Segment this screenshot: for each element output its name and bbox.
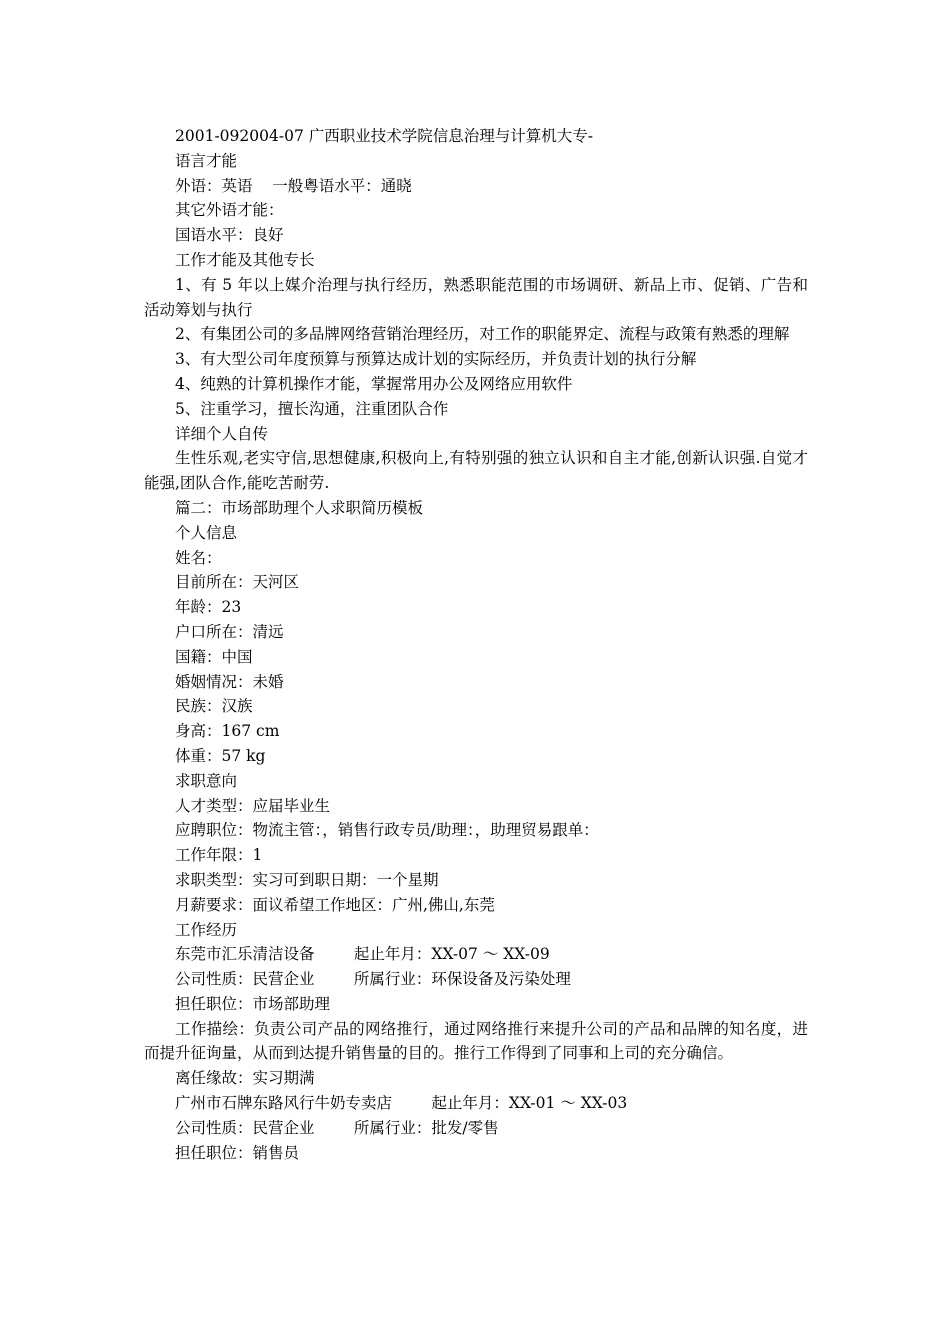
name-line: 姓名： [175, 548, 222, 567]
section-heading-personal-info: 个人信息 [175, 523, 238, 542]
skill-item-1: 1、有 5 年以上媒介治理与执行经历，熟悉职能范围的市场调研、新品上市、促销、广告和活动筹划与执行 [144, 275, 808, 319]
section-heading-skills: 工作才能及其他专长 [175, 250, 315, 269]
work-years-line: 工作年限：1 [175, 846, 263, 865]
location-line: 目前所在：天河区 [175, 573, 300, 592]
job-2-nature-line: 公司性质：民营企业 所属行业：批发/零售 [175, 1118, 499, 1137]
job-1-description: 工作描绘：负责公司产品的网络推行，通过网络推行来提升公司的产品和品牌的知名度，进而提升征询量，从而到达提升销售量的目的。推行工作得到了同事和上司的充分确信。 [144, 1019, 808, 1063]
skill-item-2: 2、有集团公司的多品牌网络营销治理经历，对工作的职能界定、流程与政策有熟悉的理解 [175, 325, 790, 344]
talent-type-line: 人才类型：应届毕业生 [175, 796, 331, 815]
education-line: 2001-092004-07 广西职业技术学院信息治理与计算机大专- [175, 127, 593, 145]
job-2-position-line: 担任职位：销售员 [175, 1143, 300, 1162]
nationality-line: 国籍：中国 [175, 647, 253, 666]
weight-line: 体重：57 kg [175, 746, 266, 765]
marital-line: 婚姻情况：未婚 [175, 672, 284, 691]
other-language-line: 其它外语才能： [175, 201, 284, 220]
article-two-title: 篇二：市场部助理个人求职简历模板 [175, 498, 424, 517]
job-1-company-line: 东莞市汇乐清洁设备 起止年月：XX-07 ～ XX-09 [175, 945, 550, 964]
section-heading-job-intention: 求职意向 [175, 771, 238, 790]
hukou-line: 户口所在：清远 [175, 622, 284, 641]
job-1-leave-reason: 离任缘故：实习期满 [175, 1069, 315, 1088]
document-body [144, 124, 808, 1165]
height-line: 身高：167 cm [175, 722, 280, 741]
foreign-language-line: 外语：英语 一般粤语水平：通晓 [175, 176, 412, 195]
section-heading-self-intro: 详细个人自传 [175, 424, 269, 443]
position-applied-line: 应聘职位：物流主管：，销售行政专员/助理：，助理贸易跟单： [175, 821, 599, 840]
section-heading-language: 语言才能 [175, 151, 238, 170]
age-line: 年龄：23 [175, 598, 242, 617]
self-intro-text: 生性乐观,老实守信,思想健康,积极向上,有特别强的独立认识和自主才能,创新认识强.自觉才能强,团队合作,能吃苦耐劳. [144, 449, 808, 493]
ethnicity-line: 民族：汉族 [175, 697, 253, 716]
job-1-position-line: 担任职位：市场部助理 [175, 994, 331, 1013]
skill-item-3: 3、有大型公司年度预算与预算达成计划的实际经历，并负责计划的执行分解 [175, 350, 697, 369]
section-heading-work-experience: 工作经历 [175, 920, 238, 939]
salary-line: 月薪要求：面议希望工作地区：广州,佛山,东莞 [175, 895, 495, 914]
skill-item-5: 5、注重学习，擅长沟通，注重团队合作 [175, 399, 449, 418]
job-2-company-line: 广州市石牌东路风行牛奶专卖店 起止年月：XX-01 ～ XX-03 [175, 1094, 628, 1113]
job-type-line: 求职类型：实习可到职日期：一个星期 [175, 870, 439, 889]
skill-item-4: 4、纯熟的计算机操作才能，掌握常用办公及网络应用软件 [175, 374, 573, 393]
mandarin-line: 国语水平：良好 [175, 226, 284, 245]
job-1-nature-line: 公司性质：民营企业 所属行业：环保设备及污染处理 [175, 970, 571, 989]
